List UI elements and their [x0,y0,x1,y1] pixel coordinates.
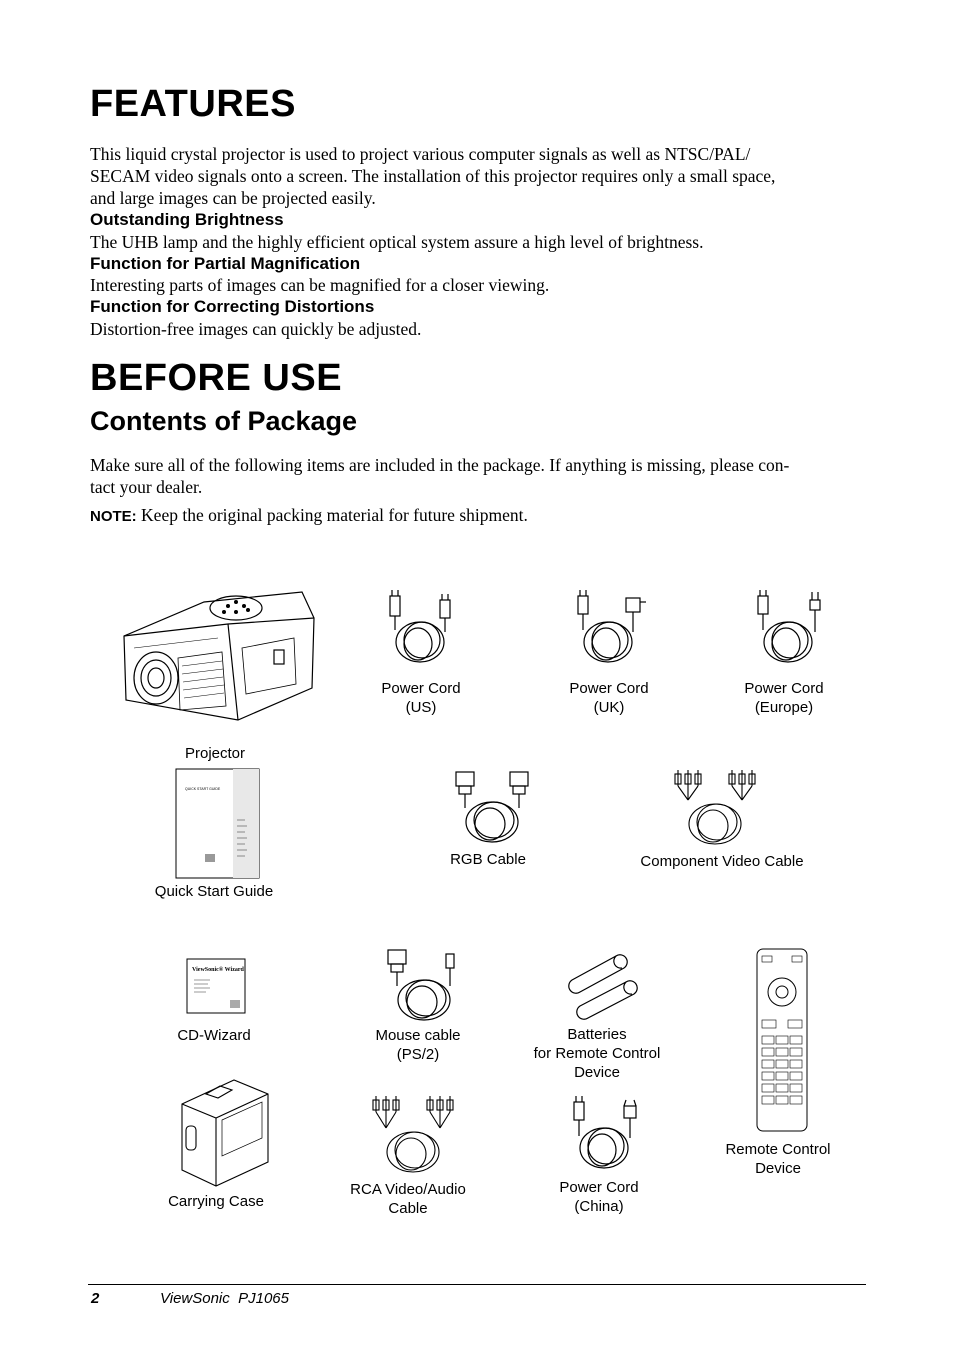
package-note [90,504,860,528]
quick-start-guide-illustration [175,768,261,880]
note-text: Keep the original packing material for future shipment. [136,505,528,525]
component-video-cable-illustration [670,766,760,848]
feature-text-brightness: The UHB lamp and the highly efficient optical system assure a high level of brightness. [90,232,704,252]
features-intro-line-2: SECAM video signals onto a screen. The installation of this projector requires only a small space, [90,166,776,186]
caption-power-cord-europe: Power Cord (Europe) [744,680,824,716]
package-intro-line-1: Make sure all of the following items are included in the package. If anything is missing, please con- [90,455,790,475]
cd-brand-text: ViewSonic® Wizard [192,967,244,973]
caption-cd-wizard: CD-Wizard [177,1027,251,1044]
caption-power-cord-us: Power Cord (US) [381,680,461,716]
projector-illustration [118,588,318,730]
note-label: NOTE: [90,508,137,525]
caption-projector: Projector [184,745,246,762]
caption-power-cord-china: Power Cord (China) [559,1179,639,1215]
caption-component-video-cable: Component Video Cable [640,853,804,870]
contents-of-package-heading: Contents of Package [90,406,358,436]
footer-rule [88,1284,866,1285]
power-cord-us-illustration [384,590,462,666]
feature-heading-distortions: Function for Correcting Distortions [90,297,375,316]
feature-heading-brightness: Outstanding Brightness [90,210,284,229]
remote-control-illustration [756,948,808,1132]
rca-cable-illustration [368,1092,458,1176]
feature-text-magnification: Interesting parts of images can be magnified for a closer viewing. [90,275,550,295]
power-cord-china-illustration [568,1096,646,1172]
caption-power-cord-uk: Power Cord (UK) [569,680,649,716]
before-use-title: BEFORE USE [90,357,343,399]
batteries-illustration [566,950,646,1022]
features-intro-line-3: and large images can be projected easily. [90,188,376,208]
cd-wizard-illustration [186,958,246,1014]
mouse-cable-illustration [384,944,466,1024]
caption-rgb-cable: RGB Cable [450,851,526,868]
power-cord-uk-illustration [572,590,650,666]
power-cord-europe-illustration [752,590,830,666]
caption-batteries: Batteries for Remote Control Device [533,1026,661,1081]
rgb-cable-illustration [452,768,536,848]
features-title: FEATURES [90,83,296,125]
caption-mouse-cable: Mouse cable (PS/2) [375,1027,461,1063]
caption-carrying-case: Carrying Case [168,1193,264,1210]
feature-heading-magnification: Function for Partial Magnification [90,254,361,273]
package-intro-line-2: tact your dealer. [90,477,203,497]
page-number: 2 [91,1290,100,1307]
features-intro-line-1: This liquid crystal projector is used to project various computer signals as well as NTSC/PAL/ [90,144,751,164]
carrying-case-illustration [176,1076,272,1188]
feature-text-distortions: Distortion-free images can quickly be adjusted. [90,319,422,339]
caption-rca-cable: RCA Video/Audio Cable [350,1181,466,1217]
footer-product: ViewSonic PJ1065 [160,1290,289,1307]
caption-quick-start-guide: Quick Start Guide [154,883,274,900]
guide-cover-text: QUICK START GUIDE [185,787,221,791]
caption-remote-control: Remote Control Device [725,1141,831,1177]
